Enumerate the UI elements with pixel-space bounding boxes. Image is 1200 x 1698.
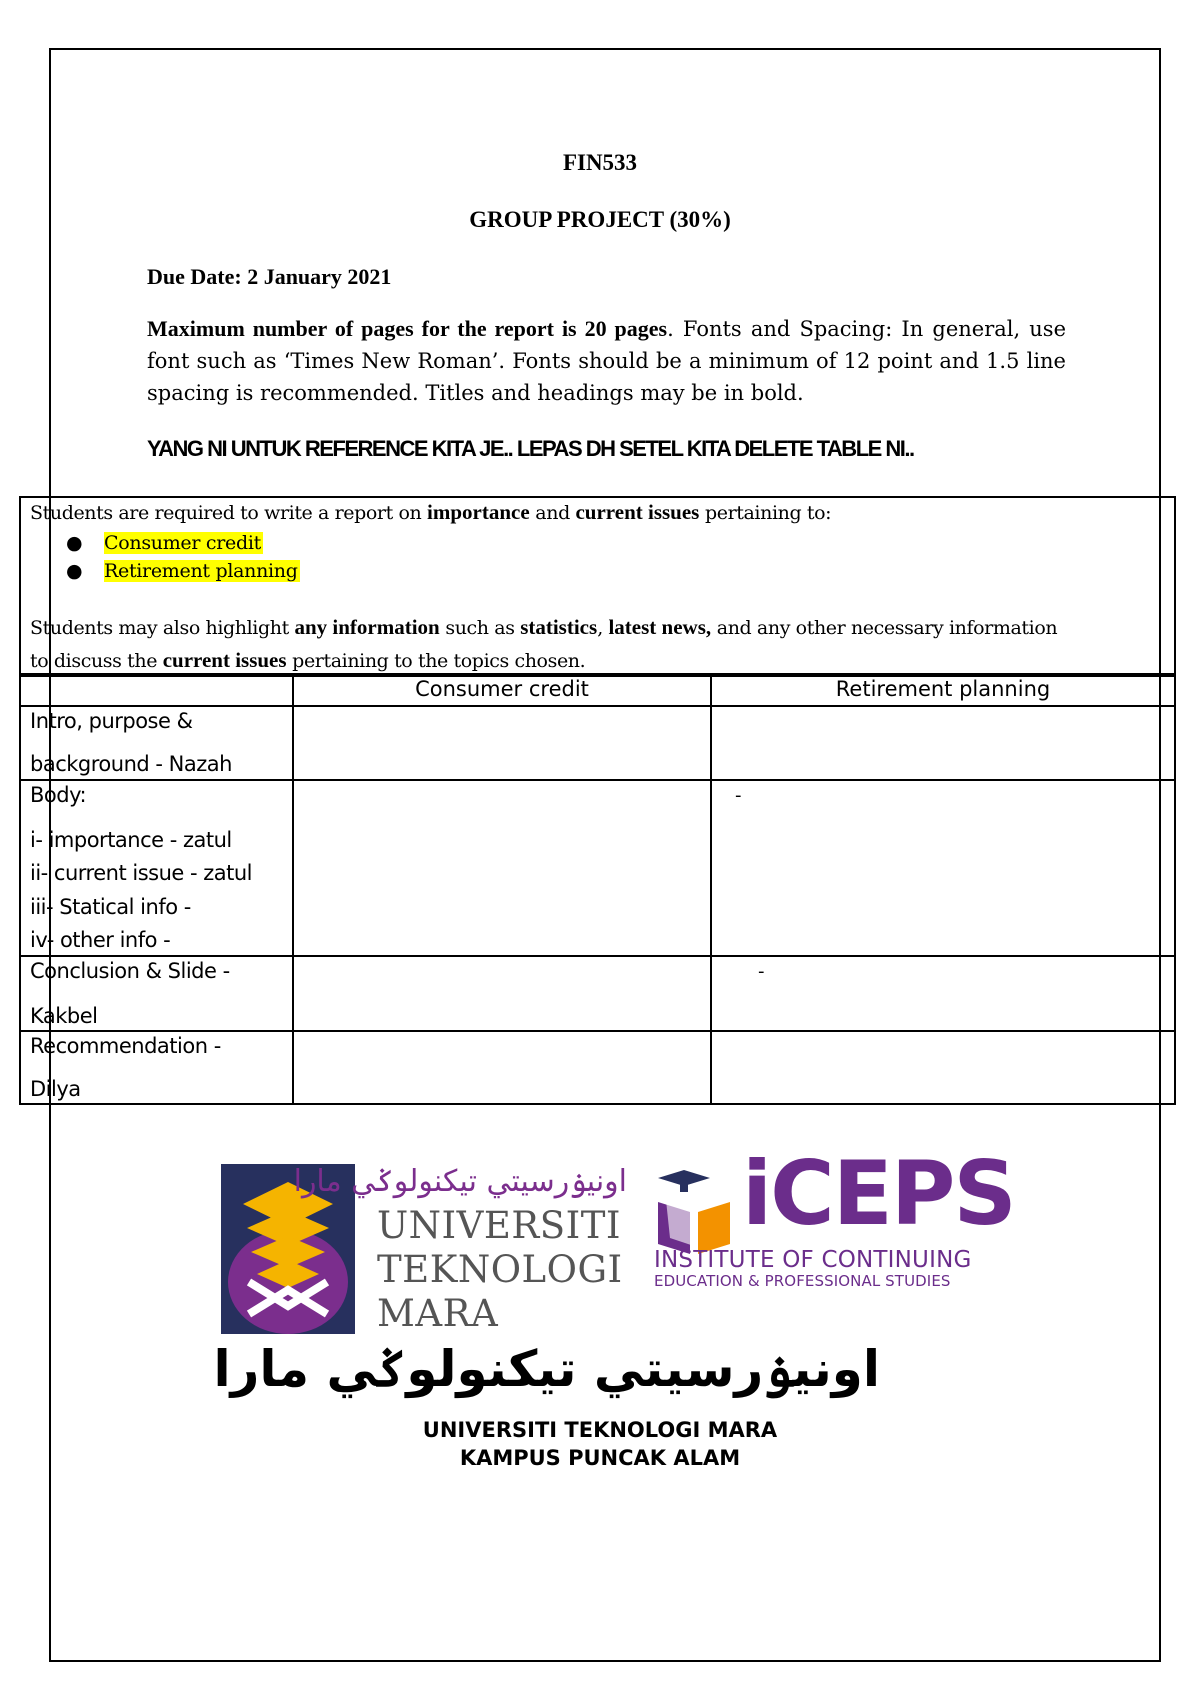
column-header-retirement-planning: Retirement planning (835, 677, 1051, 701)
row-label-body-5: iv- other info - (30, 928, 171, 952)
row-label-recommendation-1: Recommendation - (30, 1034, 221, 1058)
column-header-consumer-credit: Consumer credit (415, 677, 589, 701)
uitm-jawi-text: اونيۏرسيتي تيكنولوݢي مارا (293, 1164, 627, 1199)
row-label-intro-2: background - Nazah (30, 752, 232, 776)
body-dash: - (735, 785, 742, 806)
topic-label: Retirement planning (104, 560, 298, 582)
row-label-conclusion-2: Kakbel (30, 1004, 98, 1028)
project-title: GROUP PROJECT (30%) (469, 207, 731, 232)
row-label-body-1: Body: (30, 783, 87, 807)
requirements-line-3: to discuss the current issues pertaining to the topics chosen. (30, 648, 586, 672)
due-date: Due Date: 2 January 2021 (147, 264, 392, 289)
row-label-conclusion-1: Conclusion & Slide - (30, 959, 230, 983)
iceps-subtitle-1: INSTITUTE OF CONTINUING (654, 1247, 972, 1273)
row-label-recommendation-2: Dilya (30, 1077, 81, 1101)
conclusion-dash: - (758, 961, 765, 982)
uitm-name-line-2: TEKNOLOGI (377, 1248, 623, 1291)
row-label-body-3: ii- current issue - zatul (30, 861, 252, 885)
footer-university: UNIVERSITI TEKNOLOGI MARA (422, 1418, 778, 1442)
course-code: FIN533 (562, 150, 638, 175)
topic-label: Consumer credit (104, 532, 261, 554)
row-label-body-4: iii- Statical info - (30, 895, 191, 919)
uitm-logo (221, 1164, 627, 1339)
row-label-intro-1: Intro, purpose & (30, 709, 193, 733)
iceps-subtitle-2: EDUCATION & PROFESSIONAL STUDIES (654, 1272, 951, 1290)
instructions-paragraph (147, 313, 1066, 409)
iceps-title: iCEPS (742, 1142, 1015, 1245)
uitm-name-line-3: MARA (377, 1292, 499, 1335)
page-limit-text: Maximum number of pages for the report is 20 pages (147, 316, 668, 341)
row-label-body-2: i- importance - zatul (30, 828, 232, 852)
uitm-name-line-1: UNIVERSITI (377, 1204, 622, 1247)
iceps-book-icon (654, 1166, 744, 1256)
uitm-jawi-banner: اونيۏرسيتي تيكنولوݢي مارا (213, 1340, 880, 1398)
font-spacing-text: . Fonts and Spacing: In general, use font such as ‘Times New Roman’. Fonts should be a minimum of 12 point and 1.5 line spacing is recommended. Titles and headings may be in bold. (147, 317, 1067, 405)
requirements-line-1: Students are required to write a report on importance and current issues pertaining to: (30, 500, 832, 524)
reference-note: YANG NI UNTUK REFERENCE KITA JE.. LEPAS DH SETEL KITA DELETE TABLE NI.. (147, 436, 914, 461)
requirements-line-2: Students may also highlight any information such as statistics, latest news, and any other necessary information (30, 615, 1058, 639)
bullet-icon: ● (66, 560, 83, 582)
footer-campus: KAMPUS PUNCAK ALAM (459, 1446, 741, 1470)
bullet-icon: ● (66, 532, 83, 554)
